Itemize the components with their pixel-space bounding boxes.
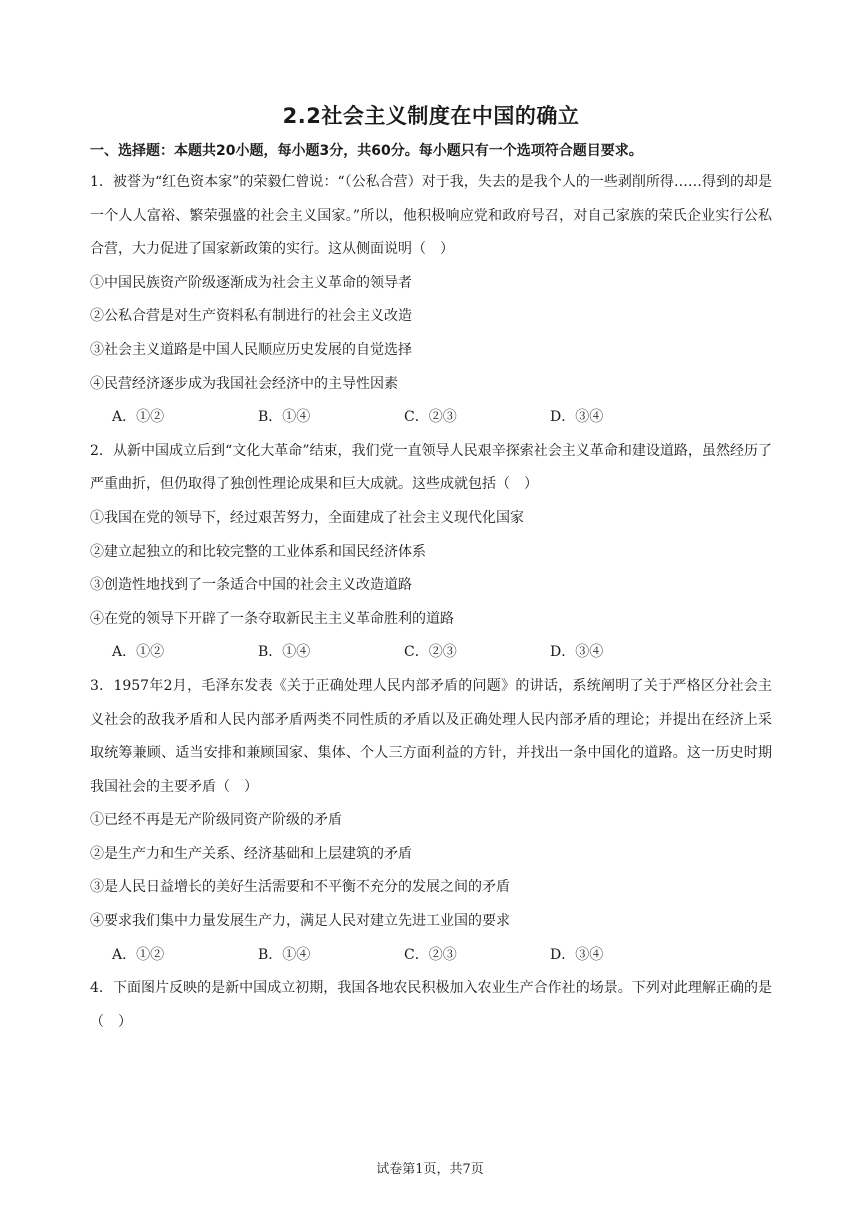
question-stem: 1．被誉为“红色资本家”的荣毅仁曾说：“（公私合营）对于我，失去的是我个人的一些剥削所得……得到的却是一个人人富裕、繁荣强盛的社会主义国家。”所以，他积极响应党和政府号召，对自己家族的荣氏企业实行公私合营，大力促进了国家新政策的实行。这从侧面说明（ ） [90,174,772,258]
question-stem: 3．1957年2月，毛泽东发表《关于正确处理人民内部矛盾的问题》的讲话，系统阐明了关于严格区分社会主义社会的敌我矛盾和人民内部矛盾两类不同性质的矛盾以及正确处理人民内部矛盾的理论；并提出在经济上采取统筹兼顾、适当安排和兼顾国家、集体、个人三方面利益的方针，并找出一条中国化的道路。这一历史时期我国社会的主要矛盾（ ） [90,677,772,795]
statement-item: ④要求我们集中力量发展生产力，满足人民对建立先进工业国的要求 [90,913,510,930]
option-b[interactable]: B．①④ [258,409,311,426]
option-a[interactable]: A．①② [112,409,165,426]
option-d[interactable]: D．③④ [550,946,604,963]
section-header: 一、选择题：本题共20小题，每小题3分，共60分。每小题只有一个选项符合题目要求。 [90,143,643,159]
statement-item: ③社会主义道路是中国人民顺应历史发展的自觉选择 [90,341,412,358]
page-footer: 试卷第1页，共7页 [376,1162,484,1177]
option-c[interactable]: C．②③ [404,946,457,963]
answer-options [90,401,772,435]
option-c[interactable]: C．②③ [404,644,457,661]
question [90,670,772,972]
question-stem: 2．从新中国成立后到“文化大革命”结束，我们党一直领导人民艰辛探索社会主义革命和建设道路，虽然经历了严重曲折，但仍取得了独创性理论成果和巨大成就。这些成就包括（ ） [90,442,772,493]
statement-item: ②公私合营是对生产资料私有制进行的社会主义改造 [90,308,412,325]
statement-item: ②建立起独立的和比较完整的工业体系和国民经济体系 [90,543,426,560]
statement-item: ③是人民日益增长的美好生活需要和不平衡不充分的发展之间的矛盾 [90,879,510,896]
question [90,972,772,1039]
statement-item: ①中国民族资产阶级逐渐成为社会主义革命的领导者 [90,274,412,291]
question [90,435,772,670]
option-c[interactable]: C．②③ [404,409,457,426]
statement-item: ①已经不再是无产阶级同资产阶级的矛盾 [90,812,342,829]
option-d[interactable]: D．③④ [550,644,604,661]
option-a[interactable]: A．①② [112,644,165,661]
statement-item: ④在党的领导下开辟了一条夺取新民主主义革命胜利的道路 [90,610,454,627]
question-list [90,166,772,1039]
option-a[interactable]: A．①② [112,946,165,963]
statement-item: ①我国在党的领导下，经过艰苦努力，全面建成了社会主义现代化国家 [90,509,524,526]
option-b[interactable]: B．①④ [258,644,311,661]
page-title: 2.2社会主义制度在中国的确立 [282,104,580,128]
statement-item: ②是生产力和生产关系、经济基础和上层建筑的矛盾 [90,845,412,862]
answer-options [90,939,772,973]
option-b[interactable]: B．①④ [258,946,311,963]
statement-item: ③创造性地找到了一条适合中国的社会主义改造道路 [90,577,412,594]
question-stem: 4．下面图片反映的是新中国成立初期，我国各地农民积极加入农业生产合作社的场景。下列对此理解正确的是（ ） [90,980,772,1030]
answer-options [90,636,772,670]
option-d[interactable]: D．③④ [550,409,604,426]
question [90,166,772,435]
statement-item: ④民营经济逐步成为我国社会经济中的主导性因素 [90,375,398,392]
